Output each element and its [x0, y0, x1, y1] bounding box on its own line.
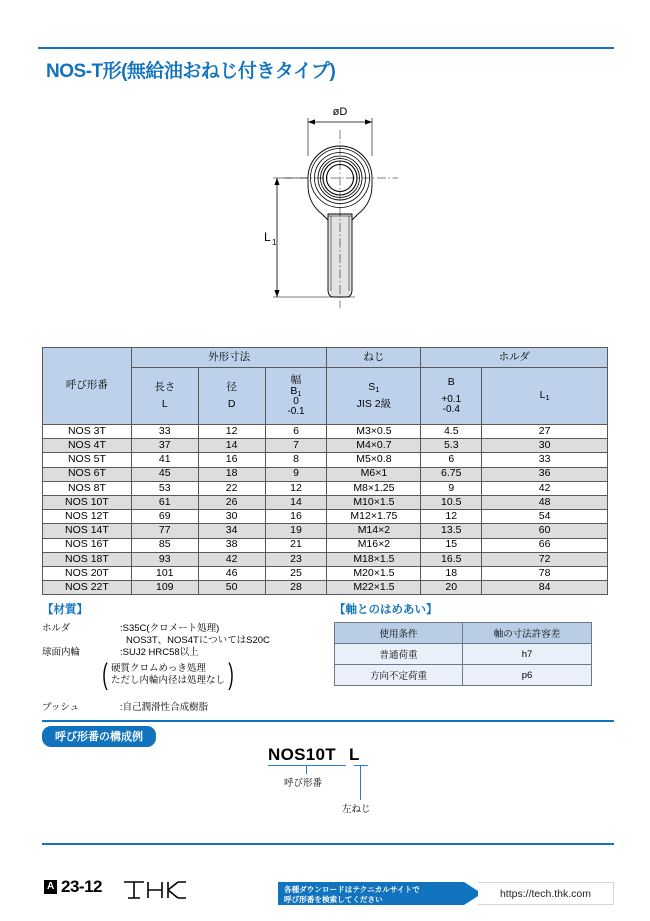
cell-D: 22: [198, 481, 265, 495]
cell-S1: M16×2: [327, 538, 421, 552]
material-value-holder-2: NOS3T、NOS4TについてはS20C: [126, 635, 270, 646]
cell-L1: 60: [482, 524, 608, 538]
cell-S1: M10×1.5: [327, 495, 421, 509]
fitting-cell-tolerance: p6: [463, 665, 592, 686]
fitting-cell-condition: 普通荷重: [335, 644, 463, 665]
cell-B1: 21: [265, 538, 327, 552]
part-number-leader-suffix: [360, 765, 361, 800]
cell-L: 101: [131, 566, 198, 580]
fitting-table-head: [335, 623, 592, 644]
cell-B: 9: [421, 481, 482, 495]
col-D-header: 径 D: [198, 368, 265, 425]
material-spec-bush: [42, 699, 332, 711]
material-label-bush: ブッシュ: [42, 702, 80, 713]
cell-D: 18: [198, 467, 265, 481]
fitting-heading: 【軸とのはめあい】: [334, 604, 438, 616]
material-row-holder: [42, 620, 332, 632]
cell-model: NOS 16T: [43, 538, 132, 552]
col-L-header: 長さ L: [131, 368, 198, 425]
cell-S1: M20×1.5: [327, 566, 421, 580]
cell-B1: 8: [265, 453, 327, 467]
cell-L1: 54: [482, 510, 608, 524]
cell-S1: M12×1.75: [327, 510, 421, 524]
dimensions-table-body: [43, 425, 608, 595]
cell-L1: 48: [482, 495, 608, 509]
table-row: [43, 481, 608, 495]
cell-B1: 16: [265, 510, 327, 524]
cell-D: 16: [198, 453, 265, 467]
cell-L: 33: [131, 425, 198, 439]
table-row: [43, 453, 608, 467]
table-row: [43, 524, 608, 538]
cell-B1: 14: [265, 495, 327, 509]
table-row: [43, 552, 608, 566]
cell-B: 10.5: [421, 495, 482, 509]
svg-text:øD: øD: [332, 106, 348, 118]
dimensions-table: [42, 347, 608, 595]
cell-B1: 28: [265, 581, 327, 595]
cell-S1: M22×1.5: [327, 581, 421, 595]
part-number-suffix: L: [348, 745, 360, 764]
table-row: [43, 510, 608, 524]
material-row-holder-cont: [42, 632, 332, 644]
cell-B: 6: [421, 453, 482, 467]
fitting-cell-tolerance: h7: [463, 644, 592, 665]
cell-S1: M8×1.25: [327, 481, 421, 495]
cell-model: NOS 12T: [43, 510, 132, 524]
cell-L: 45: [131, 467, 198, 481]
cell-S1: M4×0.7: [327, 439, 421, 453]
banner-line-1: 各種ダウンロードはテクニカルサイトで: [284, 885, 420, 894]
tech-site-url[interactable]: https://tech.thk.com: [478, 882, 614, 905]
cell-S1: M14×2: [327, 524, 421, 538]
cell-model: NOS 5T: [43, 453, 132, 467]
fitting-header-row: [335, 623, 592, 644]
col-L1-header: $L_1$: [482, 368, 608, 425]
cell-model: NOS 3T: [43, 425, 132, 439]
svg-text:L: L: [264, 230, 271, 244]
part-number-section-pill: 呼び形番の構成例: [42, 726, 156, 747]
cell-model: NOS 22T: [43, 581, 132, 595]
part-number-label-suffix: 左ねじ: [342, 804, 371, 815]
material-value-inner-ring: :SUJ2 HRC58以上: [120, 647, 199, 658]
material-label-inner-ring: 球面内輪: [42, 647, 81, 658]
cell-L1: 36: [482, 467, 608, 481]
cell-D: 14: [198, 439, 265, 453]
table-row: [43, 425, 608, 439]
cell-L1: 42: [482, 481, 608, 495]
table-row: [335, 644, 592, 665]
section-badge: A: [44, 880, 57, 894]
cell-L1: 78: [482, 566, 608, 580]
rod-end-bearing-diagram: [250, 100, 440, 330]
cell-L: 69: [131, 510, 198, 524]
title-divider: [38, 47, 614, 49]
paren-open: (: [102, 658, 108, 692]
footer-divider: [42, 843, 614, 845]
col-holder-group-header: ホルダ: [421, 348, 608, 368]
fitting-cell-condition: 方向不定荷重: [335, 665, 463, 686]
cell-D: 42: [198, 552, 265, 566]
fitting-col-condition-header: 使用条件: [335, 623, 463, 644]
cell-B1: 23: [265, 552, 327, 566]
part-number-code: NOS10T: [268, 745, 336, 764]
cell-B1: 6: [265, 425, 327, 439]
page-title: NOS-T形(無給油おねじ付きタイプ): [46, 61, 336, 82]
part-number-example: [268, 745, 360, 765]
banner-text: [284, 885, 420, 905]
cell-model: NOS 6T: [43, 467, 132, 481]
part-number-divider: [42, 720, 614, 722]
cell-L: 77: [131, 524, 198, 538]
cell-model: NOS 14T: [43, 524, 132, 538]
table-row: [43, 439, 608, 453]
cell-L: 53: [131, 481, 198, 495]
cell-B: 13.5: [421, 524, 482, 538]
material-label-holder: ホルダ: [42, 623, 71, 634]
col-outer-group-header: 外形寸法: [131, 348, 327, 368]
cell-model: NOS 18T: [43, 552, 132, 566]
cell-model: NOS 10T: [43, 495, 132, 509]
part-number-leader-code: [306, 765, 307, 774]
cell-L1: 72: [482, 552, 608, 566]
cell-B: 20: [421, 581, 482, 595]
table-row: [43, 538, 608, 552]
cell-L: 41: [131, 453, 198, 467]
paren-close: ): [228, 658, 234, 692]
cell-B: 16.5: [421, 552, 482, 566]
cell-D: 50: [198, 581, 265, 595]
table-row: [335, 665, 592, 686]
cell-D: 38: [198, 538, 265, 552]
cell-B: 12: [421, 510, 482, 524]
cell-B1: 25: [265, 566, 327, 580]
tech-site-banner[interactable]: [278, 882, 614, 905]
cell-B: 4.5: [421, 425, 482, 439]
cell-B1: 9: [265, 467, 327, 481]
cell-L1: 30: [482, 439, 608, 453]
cell-L: 85: [131, 538, 198, 552]
fitting-col-tolerance-header: 軸の寸法許容差: [463, 623, 592, 644]
cell-L: 61: [131, 495, 198, 509]
material-value-holder: :S35C(クロメート処理): [120, 623, 220, 634]
cell-D: 46: [198, 566, 265, 580]
material-value-bush: :自己潤滑性合成樹脂: [120, 702, 209, 713]
cell-model: NOS 4T: [43, 439, 132, 453]
dimensions-table-head: [43, 348, 608, 425]
cell-model: NOS 20T: [43, 566, 132, 580]
col-S1-header: $S_1$ JIS 2級: [327, 368, 421, 425]
svg-text:1: 1: [272, 238, 277, 247]
table-row: [43, 581, 608, 595]
fitting-table-body: [335, 644, 592, 686]
col-model-header: 呼び形番: [43, 348, 132, 425]
banner-line-2: 呼び形番を検索してください: [284, 895, 383, 905]
cell-B: 5.3: [421, 439, 482, 453]
cell-B: 6.75: [421, 467, 482, 481]
cell-B1: 12: [265, 481, 327, 495]
cell-S1: M6×1: [327, 467, 421, 481]
table-row: [43, 566, 608, 580]
page-number: 23-12: [61, 877, 102, 896]
cell-D: 26: [198, 495, 265, 509]
cell-B1: 19: [265, 524, 327, 538]
cell-L1: 66: [482, 538, 608, 552]
cell-L: 109: [131, 581, 198, 595]
material-row-inner-ring: [42, 644, 332, 656]
treatment-note-line-1: 硬質クロムめっき処理: [111, 663, 206, 674]
treatment-note-line-2: ただし内輪内径は処理なし: [111, 675, 226, 687]
cell-model: NOS 8T: [43, 481, 132, 495]
table-group-header-row: [43, 348, 608, 368]
col-thread-group-header: ねじ: [327, 348, 421, 368]
cell-S1: M3×0.5: [327, 425, 421, 439]
cell-L1: 27: [482, 425, 608, 439]
cell-L: 93: [131, 552, 198, 566]
col-B1-header: 幅 $B_1$ 0 -0.1: [265, 368, 327, 425]
cell-S1: M5×0.8: [327, 453, 421, 467]
cell-B1: 7: [265, 439, 327, 453]
material-treatment-note: [100, 658, 236, 692]
table-row: [43, 495, 608, 509]
thk-logo: [122, 879, 190, 906]
cell-L: 37: [131, 439, 198, 453]
cell-L1: 33: [482, 453, 608, 467]
cell-B: 18: [421, 566, 482, 580]
shaft-fitting-table: [334, 622, 592, 686]
cell-D: 30: [198, 510, 265, 524]
part-number-label-code: 呼び形番: [284, 778, 323, 789]
material-spec-list: [42, 620, 332, 656]
col-B-header: B +0.1 -0.4: [421, 368, 482, 425]
material-row-bush: [42, 699, 332, 711]
cell-L1: 84: [482, 581, 608, 595]
cell-D: 12: [198, 425, 265, 439]
cell-B: 15: [421, 538, 482, 552]
material-heading: 【材質】: [42, 604, 88, 616]
table-row: [43, 467, 608, 481]
cell-S1: M18×1.5: [327, 552, 421, 566]
cell-D: 34: [198, 524, 265, 538]
